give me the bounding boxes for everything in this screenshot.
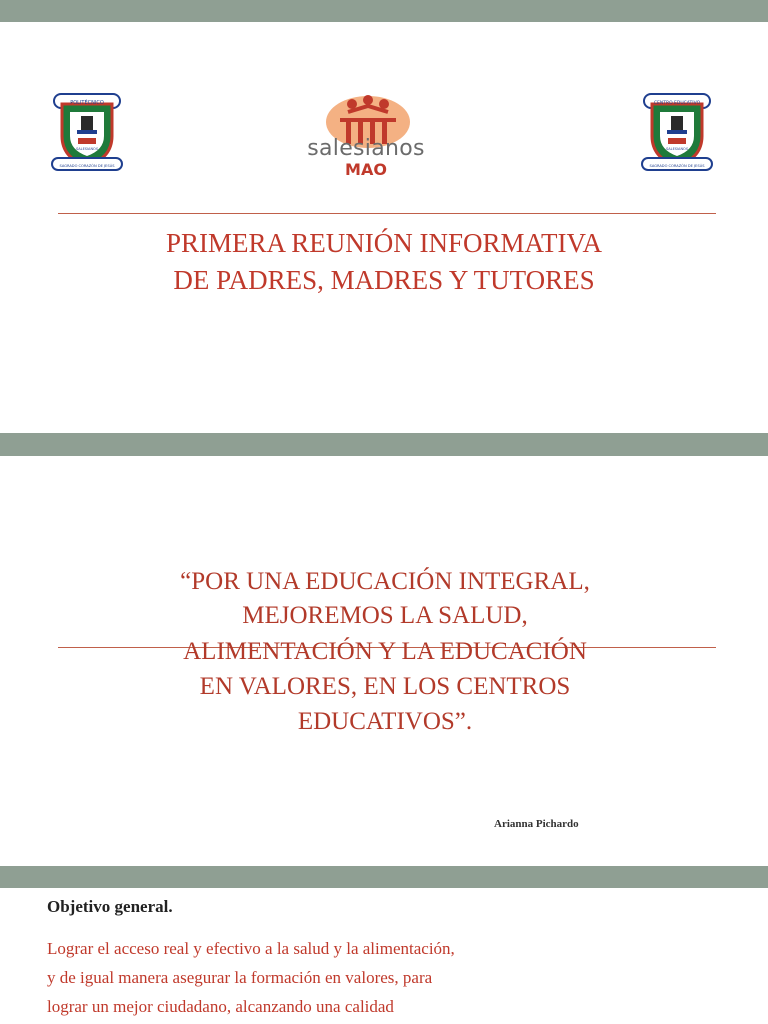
right-crest-bottom-text: SAGRADO CORAZÓN DE JESÚS: [649, 164, 705, 168]
slide-separator-1: [0, 433, 768, 456]
slide-1-title-line-2: DE PADRES, MADRES Y TUTORES: [173, 265, 595, 295]
left-crest-center-text: SALESIANOS: [75, 147, 99, 151]
right-crest-center-text: SALESIANOS: [665, 147, 689, 151]
objective-line-3: lograr un mejor ciudadano, alcanzando una calidad: [47, 997, 394, 1016]
slide-2: [0, 456, 768, 866]
top-band: [0, 0, 768, 22]
quote-line-4: EN VALORES, EN LOS CENTROS: [199, 673, 571, 700]
logo-name: salesianos: [307, 136, 425, 161]
slide-separator-2: [0, 866, 768, 888]
quote-author: Arianna Pichardo: [494, 818, 579, 830]
right-crest-top-text: CENTRO EDUCATIVO: [653, 101, 701, 106]
objective-line-2: y de igual manera asegurar la formación en valores, para: [47, 968, 433, 987]
title-divider: [58, 213, 716, 214]
quote-line-1: “POR UNA EDUCACIÓN INTEGRAL,: [180, 568, 590, 595]
centro-educativo-crest-logo: [640, 90, 714, 174]
left-crest-top-text: POLITÉCNICO: [70, 100, 104, 106]
left-crest-bottom-text: SAGRADO CORAZÓN DE JESÚS: [59, 164, 115, 168]
politecnico-crest-logo: [50, 90, 124, 174]
logo-sub: MAO: [345, 160, 387, 179]
objective-heading: Objetivo general.: [47, 897, 173, 916]
slide-1-title-line-1: PRIMERA REUNIÓN INFORMATIVA: [165, 228, 603, 258]
quote-line-5: EDUCATIVOS”.: [297, 708, 473, 735]
quote-line-3: ALIMENTACIÓN Y LA EDUCACIÓN: [183, 638, 587, 665]
objective-line-1: Lograr el acceso real y efectivo a la salud y la alimentación,: [47, 939, 455, 958]
objective-body: [47, 934, 587, 1021]
salesianos-mao-logo: [296, 92, 436, 202]
quote-line-2: MEJOREMOS LA SALUD,: [242, 602, 528, 629]
slide-1: [0, 22, 768, 433]
